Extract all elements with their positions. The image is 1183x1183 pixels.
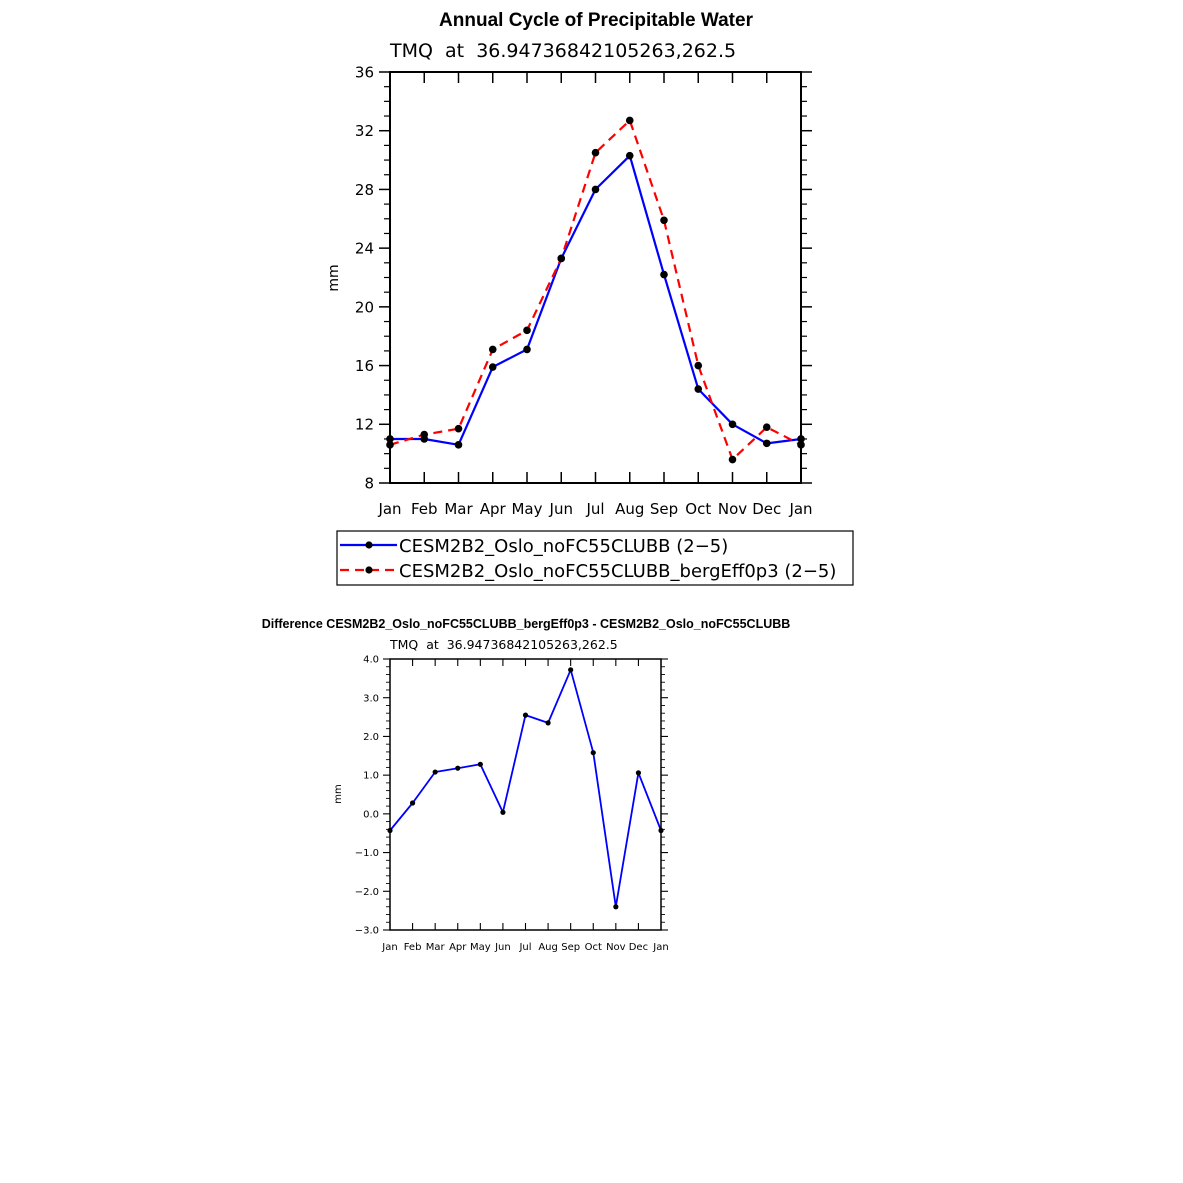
y-tick-label: 1.0 (363, 770, 379, 782)
x-tick-label: Oct (584, 942, 602, 953)
data-point-series-2 (557, 255, 565, 263)
x-tick-label: Jun (549, 500, 573, 518)
y-tick-label: −3.0 (354, 925, 379, 937)
x-tick-label: May (469, 942, 491, 953)
data-point-series-1 (489, 363, 497, 371)
y-axis-label: mm (326, 264, 342, 292)
x-tick-label: May (511, 500, 543, 518)
data-point-series-1 (433, 769, 438, 774)
x-tick-label: Aug (538, 942, 558, 953)
x-tick-label: Jan (378, 500, 402, 518)
data-point-series-2 (523, 327, 531, 335)
y-tick-label: 36 (354, 63, 374, 82)
y-tick-label: 20 (354, 298, 374, 317)
x-tick-label: Jun (495, 942, 511, 953)
plot-frame (390, 72, 801, 483)
chart-title: Difference CESM2B2_Oslo_noFC55CLUBB_bergEff0p3 - CESM2B2_Oslo_noFC55CLUBB (261, 617, 791, 631)
x-tick-label: Feb (403, 942, 422, 953)
data-point-series-1 (410, 800, 415, 805)
data-point-series-1 (636, 770, 641, 775)
chart-title: Annual Cycle of Precipitable Water (439, 10, 753, 31)
legend-label-series-2: CESM2B2_Oslo_noFC55CLUBB_bergEff0p3 (2−5) (399, 561, 837, 582)
chart-subtitle: TMQ at 36.94736842105263,262.5 (390, 40, 737, 62)
x-tick-label: Mar (444, 500, 473, 518)
data-point-series-1 (500, 810, 505, 815)
legend (337, 531, 853, 585)
y-tick-label: 3.0 (363, 693, 379, 705)
data-point-series-2 (455, 425, 463, 433)
data-point-series-1 (694, 385, 702, 393)
x-tick-label: Nov (606, 942, 626, 953)
data-point-series-2 (694, 362, 702, 370)
y-tick-label: −1.0 (354, 848, 379, 860)
y-tick-label: 12 (354, 415, 374, 434)
data-point-series-2 (626, 117, 634, 125)
annual-cycle-chart (326, 10, 813, 518)
x-tick-label: Mar (425, 942, 445, 953)
series-line-2 (390, 120, 801, 459)
y-tick-label: 16 (354, 356, 374, 375)
data-point-series-2 (729, 456, 737, 464)
data-point-series-1 (455, 441, 463, 449)
data-point-series-1 (478, 762, 483, 767)
data-point-series-1 (523, 713, 528, 718)
y-tick-label: 4.0 (363, 654, 379, 666)
data-point-series-1 (660, 271, 668, 279)
x-tick-label: Feb (410, 500, 438, 518)
y-axis-label: mm (333, 784, 344, 804)
x-tick-label: Sep (649, 500, 679, 518)
data-point-series-2 (763, 423, 771, 431)
x-tick-label: Jul (519, 942, 532, 953)
x-tick-label: Jan (653, 942, 669, 953)
y-tick-label: 24 (354, 239, 374, 258)
data-point-series-2 (592, 149, 600, 157)
x-tick-label: Dec (752, 500, 782, 518)
series-line-1 (390, 670, 661, 907)
x-tick-label: Apr (479, 500, 506, 518)
data-point-series-2 (420, 431, 428, 439)
y-tick-label: −2.0 (354, 886, 379, 898)
x-tick-label: Sep (561, 942, 581, 953)
x-tick-label: Oct (685, 500, 712, 518)
data-point-series-1 (523, 346, 531, 354)
chart-subtitle: TMQ at 36.94736842105263,262.5 (390, 637, 618, 652)
data-point-series-1 (455, 766, 460, 771)
data-point-series-1 (568, 667, 573, 672)
data-point-series-1 (545, 720, 550, 725)
x-tick-label: Aug (615, 500, 645, 518)
data-point-series-1 (591, 750, 596, 755)
x-tick-label: Jan (382, 942, 398, 953)
x-tick-label: Jul (586, 500, 605, 518)
y-tick-label: 0.0 (363, 809, 379, 821)
data-point-series-1 (592, 186, 600, 194)
y-tick-label: 28 (354, 180, 374, 199)
legend-marker-series-2 (365, 566, 372, 573)
legend-label-series-1: CESM2B2_Oslo_noFC55CLUBB (2−5) (399, 536, 729, 557)
difference-chart (262, 617, 791, 953)
data-point-series-2 (489, 346, 497, 354)
data-point-series-1 (613, 904, 618, 909)
data-point-series-2 (660, 216, 668, 224)
x-tick-label: Apr (449, 942, 467, 953)
data-point-series-1 (626, 152, 634, 160)
x-tick-label: Dec (628, 942, 649, 953)
series-line-1 (390, 156, 801, 445)
y-tick-label: 8 (364, 474, 374, 493)
plot-frame (390, 659, 661, 930)
y-tick-label: 2.0 (363, 732, 379, 744)
x-tick-label: Jan (789, 500, 813, 518)
data-point-series-1 (763, 440, 771, 448)
x-tick-label: Nov (717, 500, 748, 518)
legend-marker-series-1 (365, 541, 372, 548)
data-point-series-1 (729, 420, 737, 428)
y-tick-label: 32 (354, 122, 374, 141)
